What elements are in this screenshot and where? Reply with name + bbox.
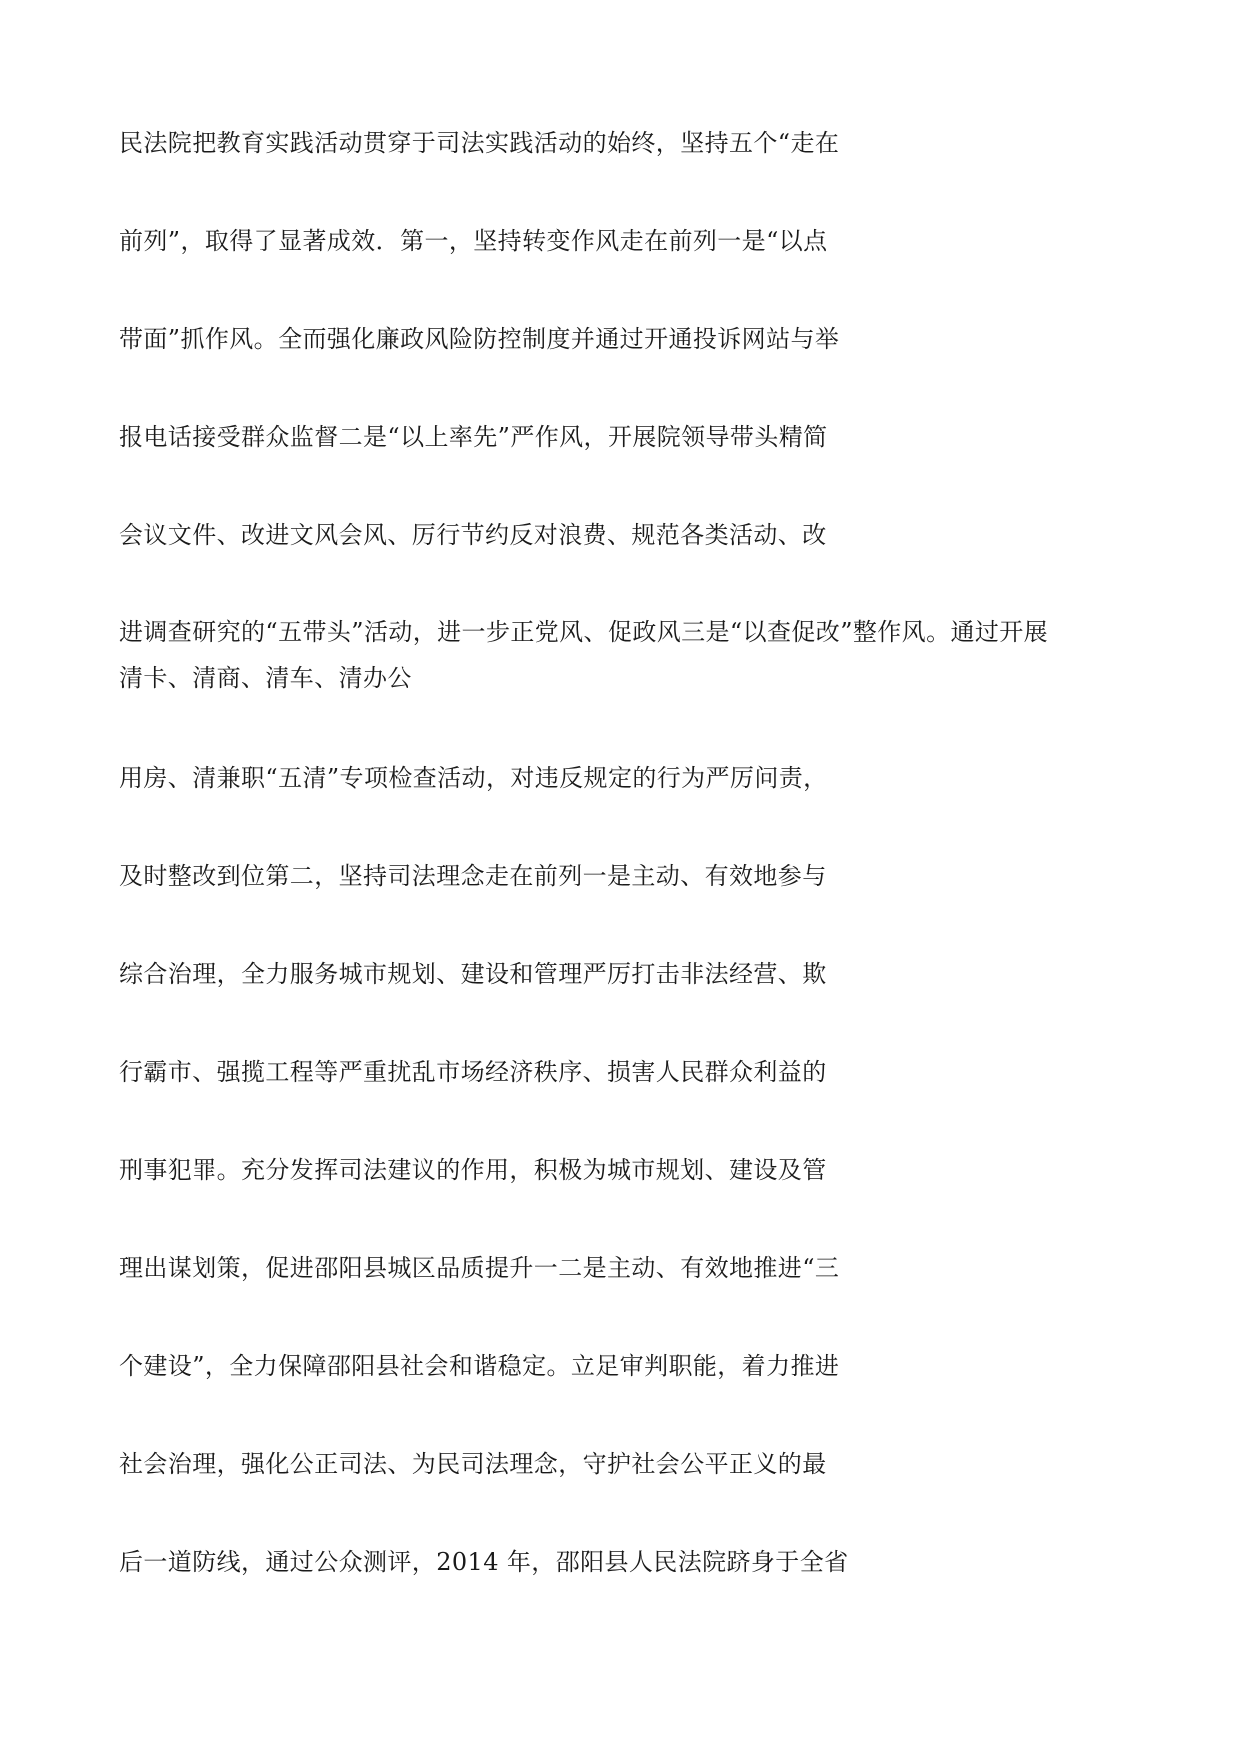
text-line: 带面”抓作风。全而强化廉政风险防控制度并通过开通投诉网站与举 (119, 325, 840, 353)
text-line: 刑事犯罪。充分发挥司法建议的作用，积极为城市规划、建设及管 (119, 1156, 827, 1184)
text-line: 清卡、清商、清车、清办公 (119, 664, 412, 692)
text-line: 会议文件、改进文风会风、厉行节约反对浪费、规范各类活动、改 (119, 521, 827, 549)
text-line: 理出谋划策，促进邵阳县城区品质提升一二是主动、有效地推进“三 (119, 1254, 840, 1282)
text-line: 及时整改到位第二，坚持司法理念走在前列一是主动、有效地参与 (119, 862, 827, 890)
text-line: 社会治理，强化公正司法、为民司法理念，守护社会公平正义的最 (119, 1450, 827, 1478)
text-line: 后一道防线，通过公众测评，2014 年，邵阳县人民法院跻身于全省 (119, 1548, 849, 1576)
text-line: 进调查研究的“五带头”活动，进一步正党风、促政风三是“以查促改”整作风。通过开展 (119, 618, 1049, 646)
text-line: 前列”，取得了显著成效．第一，坚持转变作风走在前列一是“以点 (119, 227, 828, 255)
text-line: 行霸市、强揽工程等严重扰乱市场经济秩序、损害人民群众利益的 (119, 1058, 827, 1086)
text-line: 个建设”，全力保障邵阳县社会和谐稳定。立足审判职能，着力推进 (119, 1352, 840, 1380)
text-line: 用房、清兼职“五清”专项检查活动，对违反规定的行为严厉问责， (119, 764, 828, 792)
text-line: 综合治理，全力服务城市规划、建设和管理严厉打击非法经营、欺 (119, 960, 827, 988)
text-line: 民法院把教育实践活动贯穿于司法实践活动的始终，坚持五个“走在 (119, 129, 840, 157)
text-line: 报电话接受群众监督二是“以上率先”严作风，开展院领导带头精简 (119, 423, 828, 451)
